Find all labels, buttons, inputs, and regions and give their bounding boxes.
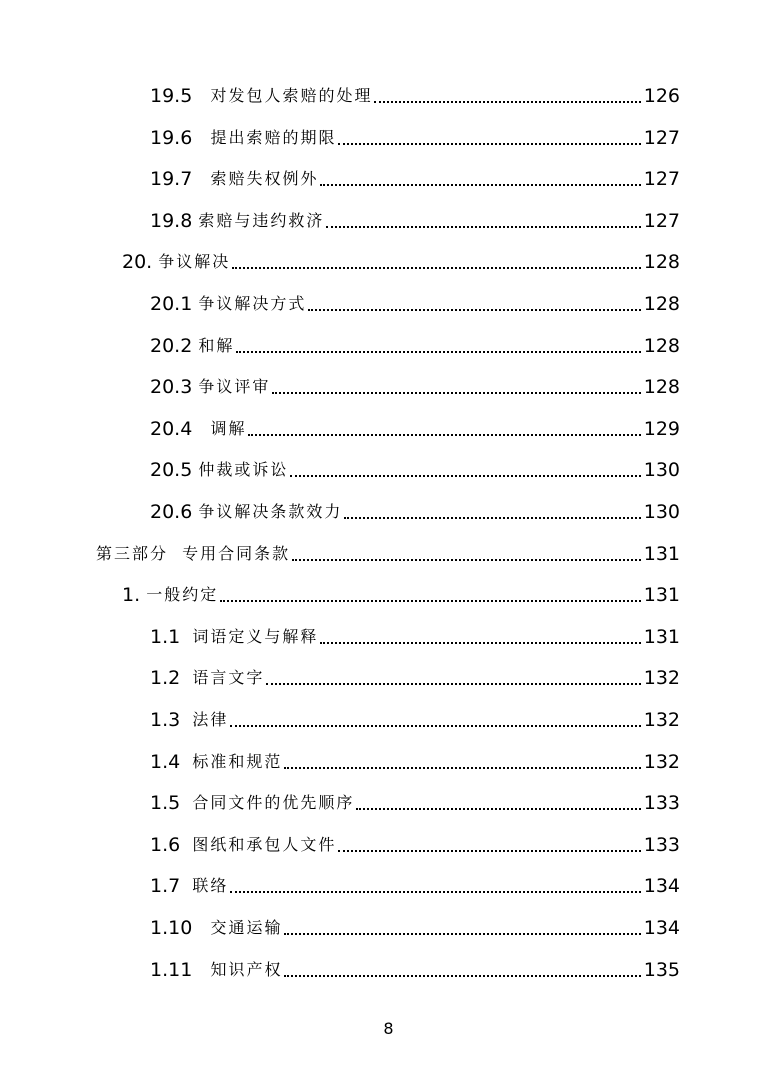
toc-entry-number: 1. <box>122 584 141 607</box>
toc-entry-page: 127 <box>643 126 680 149</box>
toc-entry-page: 131 <box>643 625 680 648</box>
toc-entry-number: 20.5 <box>150 459 193 482</box>
toc-entry-gap <box>192 126 210 150</box>
toc-entry-page: 126 <box>643 85 680 107</box>
toc-dot-leader <box>284 974 640 977</box>
toc-entry-number: 19.5 <box>150 85 193 107</box>
page-number: 8 <box>383 1019 394 1038</box>
toc-dot-leader <box>326 225 640 228</box>
toc-entry-gap <box>192 417 210 441</box>
toc-entry-title: 索赔与违约救济 <box>198 210 325 230</box>
toc-entry-gap <box>180 874 192 898</box>
toc-entry-page: 127 <box>643 209 680 232</box>
toc-entry-page: 134 <box>643 875 680 898</box>
toc-entry-number: 19.7 <box>150 168 193 191</box>
toc-entry[interactable] <box>150 492 680 524</box>
toc-entry-number: 20.3 <box>150 376 193 399</box>
toc-entry-title: 图纸和承包人文件 <box>192 834 337 854</box>
toc-entry-title: 争议解决条款效力 <box>198 502 343 521</box>
toc-dot-leader <box>290 474 640 477</box>
toc-dot-leader <box>338 849 640 852</box>
toc-entry-page: 128 <box>643 334 680 357</box>
toc-entry[interactable] <box>150 76 680 108</box>
toc-entry[interactable] <box>150 409 680 441</box>
toc-entry-title: 仲裁或诉讼 <box>198 460 289 480</box>
toc-entry-number: 1.2 <box>150 667 181 690</box>
toc-entry-title: 合同文件的优先顺序 <box>192 793 355 813</box>
toc-dot-leader <box>284 932 640 935</box>
toc-dot-leader <box>248 433 640 436</box>
toc-entry-title: 提出索赔的期限 <box>210 127 337 147</box>
toc-entry-gap <box>192 958 210 982</box>
toc-dot-leader <box>308 308 640 311</box>
toc-entry[interactable] <box>150 201 680 233</box>
toc-entry-title: 交通运输 <box>210 918 283 937</box>
toc-entry-title: 对发包人索赔的处理 <box>210 86 373 105</box>
toc-entry-number: 1.6 <box>150 833 181 856</box>
toc-entry[interactable] <box>150 658 680 690</box>
toc-entry-title: 知识产权 <box>210 959 283 979</box>
toc-entry-title: 语言文字 <box>192 668 265 688</box>
toc-entry-gap <box>180 625 192 649</box>
toc-dot-leader <box>338 142 640 145</box>
toc-entry[interactable] <box>150 159 680 191</box>
toc-dot-leader <box>284 766 640 769</box>
toc-entry-gap <box>180 833 192 857</box>
toc-dot-leader <box>292 558 641 561</box>
toc-entry-title: 标准和规范 <box>192 751 283 771</box>
toc-entry-number: 1.3 <box>150 709 181 731</box>
toc-entry-number: 19.6 <box>150 126 193 149</box>
toc-entry-page: 133 <box>643 833 680 856</box>
toc-entry-title: 和解 <box>198 335 235 355</box>
toc-entry-page: 128 <box>643 376 680 399</box>
toc-entry-number: 20.2 <box>150 334 193 357</box>
toc-entry-title: 词语定义与解释 <box>192 626 319 646</box>
toc-dot-leader <box>374 100 640 103</box>
toc-entry-title: 一般约定 <box>146 585 219 605</box>
toc-dot-leader <box>344 516 640 519</box>
toc-entry-page: 132 <box>643 709 680 731</box>
toc-dot-leader <box>230 890 640 893</box>
toc-entry-title: 索赔失权例外 <box>210 169 319 189</box>
toc-entry-title: 争议解决方式 <box>198 294 307 313</box>
toc-entry[interactable] <box>150 825 680 857</box>
toc-entry-gap <box>192 167 210 191</box>
toc-entry-page: 130 <box>643 501 680 523</box>
toc-entry[interactable] <box>150 950 680 982</box>
toc-entry[interactable] <box>150 866 680 898</box>
toc-entry-gap <box>180 666 192 690</box>
toc-entry-title: 调解 <box>210 418 247 438</box>
toc-entry-page: 129 <box>643 417 680 440</box>
toc-entry-page: 132 <box>643 667 680 690</box>
toc-entry[interactable] <box>150 783 680 815</box>
toc-entry[interactable] <box>150 367 680 399</box>
toc-entry-number: 20. <box>122 251 153 274</box>
toc-entry[interactable] <box>150 326 680 358</box>
toc-entry-gap <box>180 791 192 815</box>
toc-entry[interactable] <box>150 450 680 482</box>
toc-entry-number: 20.4 <box>150 417 193 440</box>
toc-entry-page: 132 <box>643 750 680 773</box>
toc-dot-leader <box>356 807 640 810</box>
toc-entry-title: 争议评审 <box>198 377 271 397</box>
toc-entry[interactable] <box>150 118 680 150</box>
toc-entry-title: 法律 <box>192 710 229 729</box>
toc-dot-leader <box>230 724 640 727</box>
toc-entry-number: 1.7 <box>150 875 181 898</box>
toc-entry-gap <box>180 750 192 774</box>
toc-entry-page: 127 <box>643 168 680 191</box>
toc-entry-gap <box>192 916 210 940</box>
toc-entry-title: 第三部分 专用合同条款 <box>96 543 291 563</box>
toc-entry-page: 128 <box>643 251 680 274</box>
toc-entry-page: 131 <box>643 584 680 607</box>
toc-entry-page: 133 <box>643 792 680 815</box>
toc-entry-title: 争议解决 <box>158 252 231 272</box>
toc-entry-page: 134 <box>643 917 680 939</box>
toc-entry-number: 1.10 <box>150 917 193 939</box>
toc-entry-page: 135 <box>643 958 680 981</box>
toc-entry[interactable] <box>150 908 680 940</box>
toc-entry-gap <box>192 84 210 108</box>
toc-entry-page: 131 <box>643 542 680 565</box>
toc-dot-leader <box>272 391 640 394</box>
toc-entry-number: 1.11 <box>150 958 193 981</box>
toc-entry-gap <box>180 708 192 732</box>
toc-entry-number: 1.1 <box>150 625 181 648</box>
toc-dot-leader <box>320 183 640 186</box>
toc-entry[interactable] <box>150 742 680 774</box>
toc-entry-title: 联络 <box>192 876 229 896</box>
toc-entry[interactable] <box>122 242 680 274</box>
toc-entry-number: 20.6 <box>150 501 193 523</box>
toc-dot-leader <box>320 641 640 644</box>
toc-entry-number: 19.8 <box>150 209 193 232</box>
toc-dot-leader <box>266 682 640 685</box>
toc-dot-leader <box>220 599 641 602</box>
toc-entry-number: 1.4 <box>150 750 181 773</box>
toc-entry[interactable] <box>96 534 680 566</box>
toc-entry-page: 130 <box>643 459 680 482</box>
toc-entry-page: 128 <box>643 293 680 315</box>
toc-entry-number: 1.5 <box>150 792 181 815</box>
toc-entry[interactable] <box>150 617 680 649</box>
toc-entry-number: 20.1 <box>150 293 193 315</box>
toc-dot-leader <box>232 266 640 269</box>
toc-entry[interactable] <box>150 284 680 316</box>
toc-entry[interactable] <box>122 575 680 607</box>
toc-entry[interactable] <box>150 700 680 732</box>
toc-dot-leader <box>236 350 640 353</box>
